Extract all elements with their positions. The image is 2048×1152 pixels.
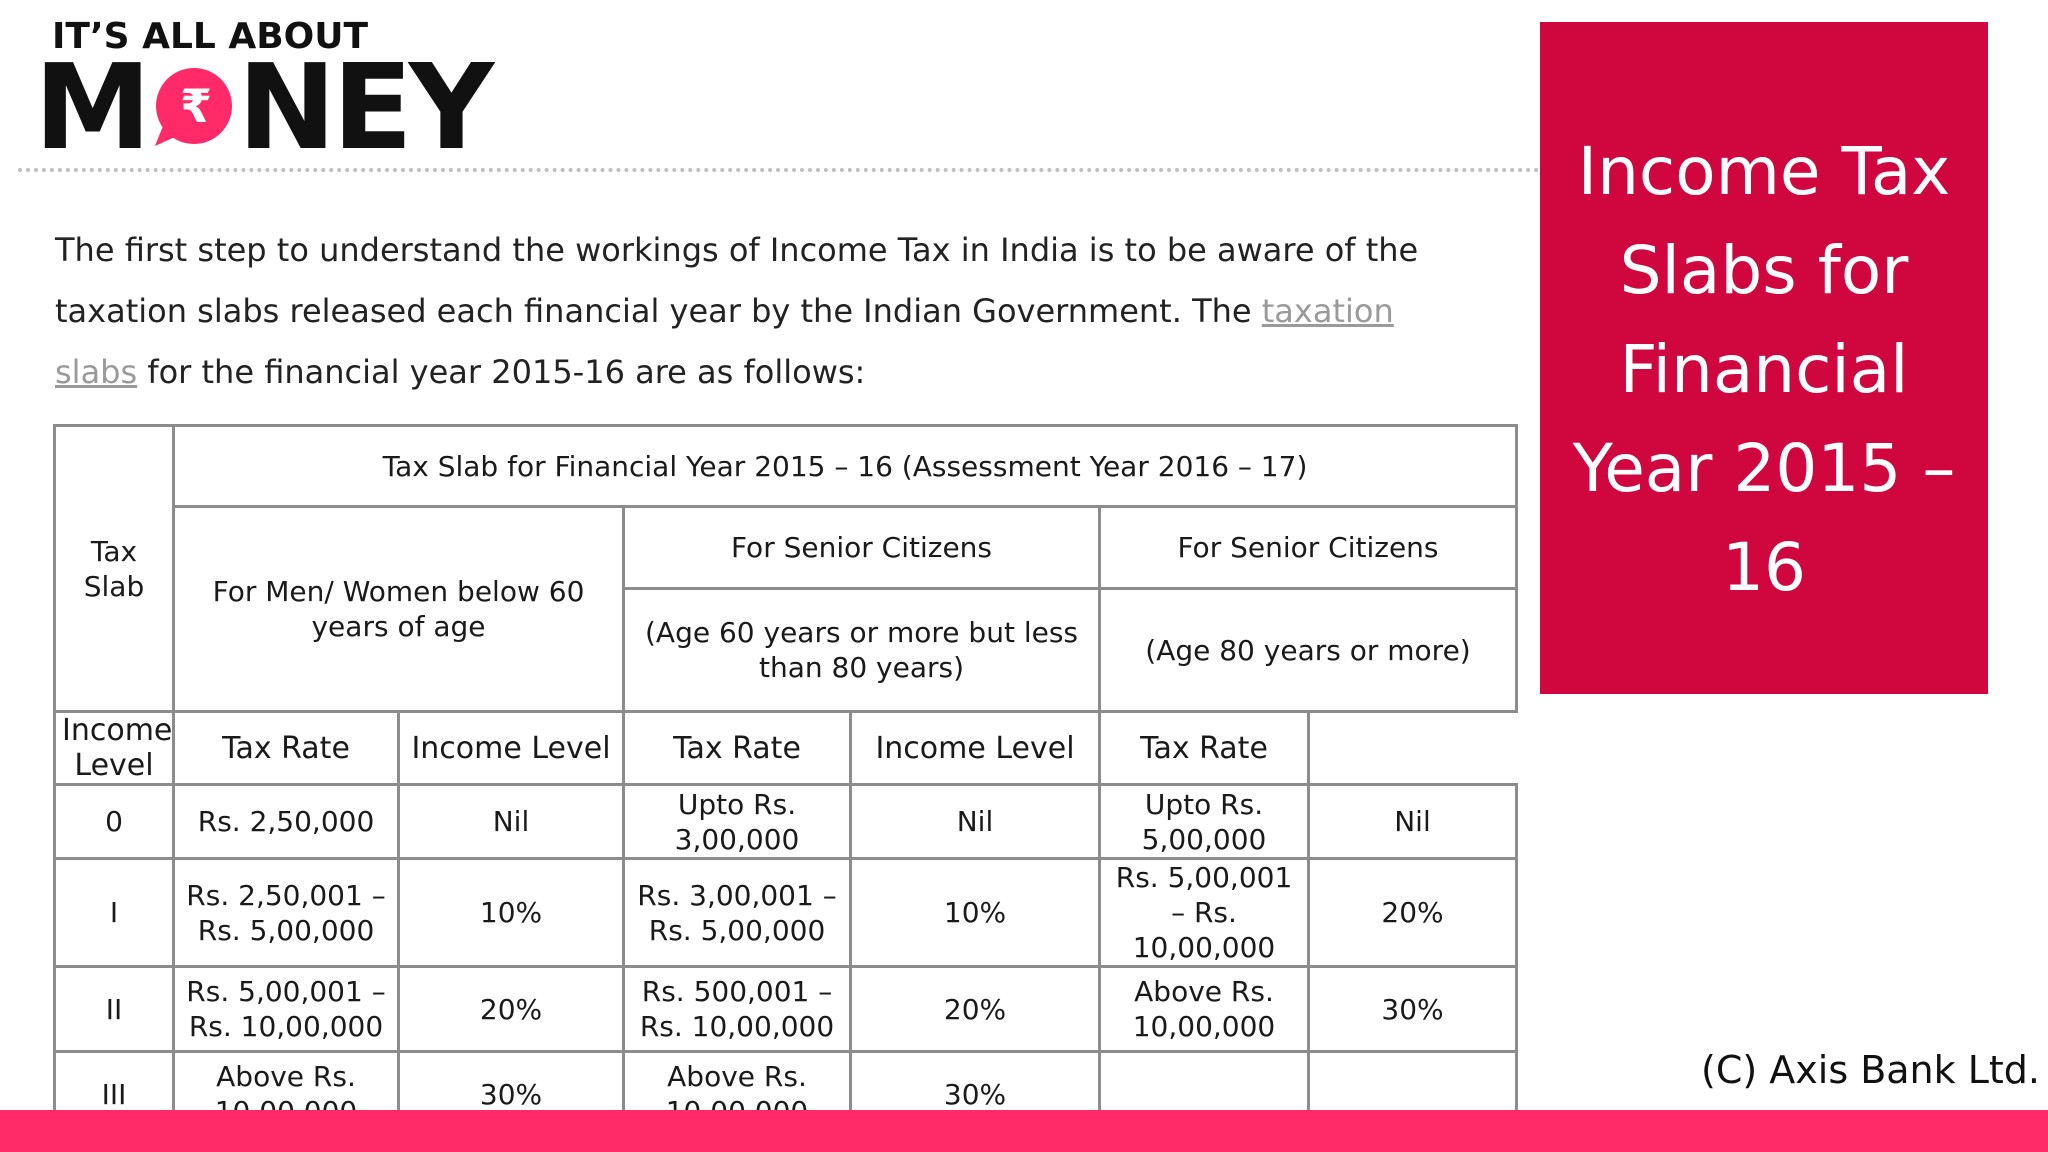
men-rate-cell: 10% [399,859,624,967]
men-income-cell: Rs. 5,00,001 – Rs. 10,00,000 [174,967,399,1052]
men-income-cell: Rs. 2,50,001 – Rs. 5,00,000 [174,859,399,967]
slab-cell: III [55,1052,174,1137]
column-header-row [55,712,1517,785]
table-header-row-1 [55,426,1517,507]
tax-slab-table [53,424,1518,1138]
senior-rate-cell: Nil [851,785,1100,859]
taxation-slabs-link[interactable]: taxation slabs [55,292,1394,391]
slab-cell: I [55,859,174,967]
group-header-men-women: For Men/ Women below 60 years of age [174,507,624,712]
col-header-super-income: Income Level [851,712,1100,785]
col-header-super-rate: Tax Rate [1100,712,1309,785]
men-rate-cell: Nil [399,785,624,859]
intro-paragraph [55,220,1455,403]
senior-rate-cell: 30% [851,1052,1100,1137]
panel-title: Income Tax Slabs for Financial Year 2015 – 16 [1572,133,1956,606]
col-header-men-rate: Tax Rate [174,712,399,785]
intro-text-2: for the financial year 2015-16 are as follows: [137,353,866,391]
intro-text-1: The first step to understand the workings of Income Tax in India is to be aware of the taxation slabs released each financial year by the Indian Government. The [55,231,1419,330]
footer-bar [0,1110,2048,1152]
rupee-bubble-icon [149,64,235,150]
table-row [55,859,1517,967]
super-income-cell: Upto Rs. 5,00,000 [1100,785,1309,859]
super-rate-cell: Nil [1309,785,1517,859]
group-header-super-senior-age: (Age 80 years or more) [1100,589,1517,712]
group-header-senior-age: (Age 60 years or more but less than 80 years) [624,589,1100,712]
super-income-cell: Rs. 5,00,001 – Rs. 10,00,000 [1100,859,1309,967]
logo-wordmark [34,38,491,176]
senior-income-cell: Rs. 500,001 – Rs. 10,00,000 [624,967,851,1052]
men-rate-cell: 20% [399,967,624,1052]
col-header-senior-income: Income Level [399,712,624,785]
men-rate-cell: 30% [399,1052,624,1137]
senior-rate-cell: 20% [851,967,1100,1052]
logo-letter-m: M [34,38,148,176]
col-header-men-income: Income Level [55,712,174,785]
senior-income-cell: Rs. 3,00,001 – Rs. 5,00,000 [624,859,851,967]
men-income-cell: Rs. 2,50,000 [174,785,399,859]
senior-rate-cell: 10% [851,859,1100,967]
svg-text:₹: ₹ [180,79,209,133]
group-header-super-senior: For Senior Citizens [1100,507,1517,589]
copyright-text: (C) Axis Bank Ltd. [1701,1048,2040,1092]
table-row [55,785,1517,859]
logo-letters-ney: NEY [237,38,491,176]
logo-tagline: IT’S ALL ABOUT [52,16,369,57]
senior-income-cell: Upto Rs. 3,00,000 [624,785,851,859]
group-header-senior: For Senior Citizens [624,507,1100,589]
super-rate-cell: 30% [1309,967,1517,1052]
tax-slab-header: Tax Slab [55,426,174,712]
super-income-cell: Above Rs. 10,00,000 [1100,967,1309,1052]
main-header: Tax Slab for Financial Year 2015 – 16 (Assessment Year 2016 – 17) [174,426,1517,507]
brand-logo [34,16,491,176]
dotted-divider [18,168,1540,172]
senior-income-cell: Above Rs. [624,1052,851,1137]
super-rate-cell: 20% [1309,859,1517,967]
table-header-row-2 [55,507,1517,589]
title-panel [1540,22,1988,694]
col-header-senior-rate: Tax Rate [624,712,851,785]
slab-cell: 0 [55,785,174,859]
men-income-cell: Above Rs. [174,1052,399,1137]
slab-cell: II [55,967,174,1052]
table-row [55,967,1517,1052]
